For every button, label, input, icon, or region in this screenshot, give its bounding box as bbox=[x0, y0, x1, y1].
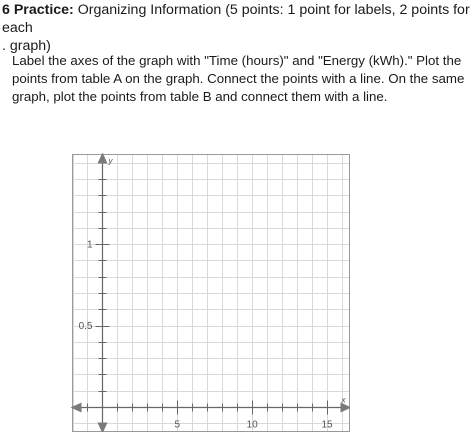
question-number-title: 6 Practice: bbox=[2, 2, 74, 18]
y-axis-down-arrow-icon bbox=[98, 423, 108, 432]
question-instructions: Label the axes of the graph with "Time (hours)" and "Energy (kWh)." Plot the points from table A on the graph. Connect the points with a line. On the same graph, plot the points from table B and connect them with a line. bbox=[12, 53, 465, 104]
x-axis-tick-label: 15 bbox=[321, 419, 333, 431]
question-title-rest: Organizing Information (5 points: 1 point for labels, 2 points for each bbox=[2, 2, 470, 36]
graph-canvas[interactable] bbox=[70, 152, 350, 432]
question-title-continuation: graph) bbox=[5, 38, 51, 54]
grid-lines bbox=[73, 155, 350, 432]
y-axis-tick-label: 0.5 bbox=[78, 321, 93, 333]
graph-widget[interactable] bbox=[70, 152, 350, 432]
x-axis-tick-label: 5 bbox=[174, 419, 181, 431]
y-axis-tick-label: 1 bbox=[86, 239, 93, 251]
x-axis-tick-label: 10 bbox=[246, 419, 258, 431]
y-axis-letter: y bbox=[108, 156, 113, 166]
bullet-dot: . bbox=[2, 38, 6, 54]
question-heading bbox=[2, 1, 472, 55]
axes bbox=[71, 153, 351, 432]
x-axis-letter: x bbox=[341, 395, 346, 405]
